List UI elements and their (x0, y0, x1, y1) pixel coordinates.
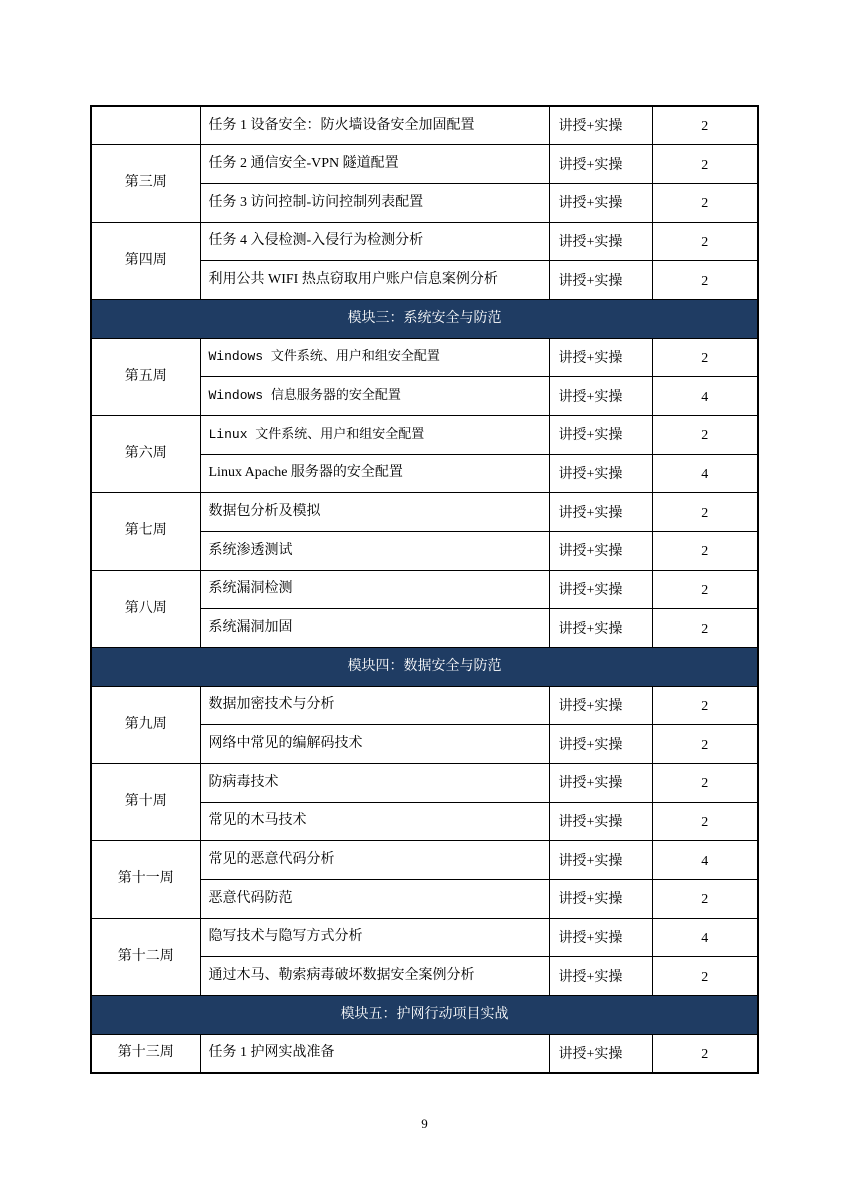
hours-cell: 2 (652, 415, 758, 454)
method-cell: 讲授+实操 (549, 338, 652, 377)
method-cell: 讲授+实操 (549, 222, 652, 261)
method-cell: 讲授+实操 (549, 493, 652, 532)
task-cell: Windows 文件系统、用户和组安全配置 (200, 338, 549, 377)
hours-cell: 2 (652, 338, 758, 377)
module-header: 模块五：护网行动项目实战 (91, 995, 758, 1034)
table-row (91, 338, 758, 377)
hours-cell: 2 (652, 957, 758, 996)
task-cell: Linux 文件系统、用户和组安全配置 (200, 415, 549, 454)
task-cell: 网络中常见的编解码技术 (200, 725, 549, 764)
task-cell: 任务 3 访问控制-访问控制列表配置 (200, 183, 549, 222)
method-cell: 讲授+实操 (549, 454, 652, 493)
method-cell: 讲授+实操 (549, 609, 652, 648)
module-header-row (91, 995, 758, 1034)
method-cell: 讲授+实操 (549, 415, 652, 454)
module-header-row (91, 299, 758, 338)
week-cell: 第八周 (91, 570, 200, 647)
task-cell: 任务 1 护网实战准备 (200, 1034, 549, 1073)
table-row (91, 841, 758, 880)
table-row (91, 493, 758, 532)
method-cell: 讲授+实操 (549, 183, 652, 222)
task-cell: 常见的木马技术 (200, 802, 549, 841)
method-cell: 讲授+实操 (549, 261, 652, 300)
method-cell: 讲授+实操 (549, 377, 652, 416)
hours-cell: 2 (652, 802, 758, 841)
week-cell: 第五周 (91, 338, 200, 415)
hours-cell: 2 (652, 763, 758, 802)
hours-cell: 2 (652, 686, 758, 725)
table-row (91, 686, 758, 725)
hours-cell: 2 (652, 879, 758, 918)
method-cell: 讲授+实操 (549, 841, 652, 880)
method-cell: 讲授+实操 (549, 918, 652, 957)
table-row (91, 145, 758, 184)
week-cell: 第十一周 (91, 841, 200, 918)
task-cell: 利用公共 WIFI 热点窃取用户账户信息案例分析 (200, 261, 549, 300)
task-cell: 任务 2 通信安全-VPN 隧道配置 (200, 145, 549, 184)
task-cell: 任务 4 入侵检测-入侵行为检测分析 (200, 222, 549, 261)
task-cell: Linux Apache 服务器的安全配置 (200, 454, 549, 493)
week-cell: 第十三周 (91, 1034, 200, 1073)
week-cell: 第十周 (91, 763, 200, 840)
hours-cell: 2 (652, 1034, 758, 1073)
task-cell: 常见的恶意代码分析 (200, 841, 549, 880)
hours-cell: 4 (652, 454, 758, 493)
hours-cell: 2 (652, 145, 758, 184)
module-header: 模块三：系统安全与防范 (91, 299, 758, 338)
task-cell: 隐写技术与隐写方式分析 (200, 918, 549, 957)
method-cell: 讲授+实操 (549, 106, 652, 145)
module-header-row (91, 647, 758, 686)
week-cell: 第九周 (91, 686, 200, 763)
table-row (91, 763, 758, 802)
method-cell: 讲授+实操 (549, 957, 652, 996)
hours-cell: 2 (652, 609, 758, 648)
week-cell: 第四周 (91, 222, 200, 299)
table-row (91, 415, 758, 454)
method-cell: 讲授+实操 (549, 1034, 652, 1073)
task-cell: Windows 信息服务器的安全配置 (200, 377, 549, 416)
table-row (91, 570, 758, 609)
page-number: 9 (421, 1116, 428, 1131)
hours-cell: 2 (652, 531, 758, 570)
hours-cell: 2 (652, 183, 758, 222)
table-row (91, 222, 758, 261)
week-cell: 第三周 (91, 145, 200, 222)
hours-cell: 2 (652, 222, 758, 261)
hours-cell: 2 (652, 570, 758, 609)
method-cell: 讲授+实操 (549, 145, 652, 184)
week-cell: 第六周 (91, 415, 200, 492)
hours-cell: 2 (652, 493, 758, 532)
task-cell: 防病毒技术 (200, 763, 549, 802)
task-cell: 通过木马、勒索病毒破坏数据安全案例分析 (200, 957, 549, 996)
task-cell: 数据包分析及模拟 (200, 493, 549, 532)
method-cell: 讲授+实操 (549, 686, 652, 725)
method-cell: 讲授+实操 (549, 879, 652, 918)
table-row (91, 1034, 758, 1073)
hours-cell: 4 (652, 841, 758, 880)
method-cell: 讲授+实操 (549, 531, 652, 570)
task-cell: 系统漏洞加固 (200, 609, 549, 648)
schedule-table (90, 105, 759, 1074)
hours-cell: 2 (652, 106, 758, 145)
method-cell: 讲授+实操 (549, 725, 652, 764)
week-cell: 第七周 (91, 493, 200, 570)
week-cell (91, 106, 200, 145)
task-cell: 数据加密技术与分析 (200, 686, 549, 725)
task-cell: 任务 1 设备安全：防火墙设备安全加固配置 (200, 106, 549, 145)
task-cell: 系统漏洞检测 (200, 570, 549, 609)
table-row (91, 918, 758, 957)
hours-cell: 4 (652, 377, 758, 416)
week-cell: 第十二周 (91, 918, 200, 995)
method-cell: 讲授+实操 (549, 763, 652, 802)
hours-cell: 2 (652, 725, 758, 764)
hours-cell: 4 (652, 918, 758, 957)
hours-cell: 2 (652, 261, 758, 300)
task-cell: 恶意代码防范 (200, 879, 549, 918)
method-cell: 讲授+实操 (549, 570, 652, 609)
table-row (91, 106, 758, 145)
module-header: 模块四：数据安全与防范 (91, 647, 758, 686)
task-cell: 系统渗透测试 (200, 531, 549, 570)
method-cell: 讲授+实操 (549, 802, 652, 841)
